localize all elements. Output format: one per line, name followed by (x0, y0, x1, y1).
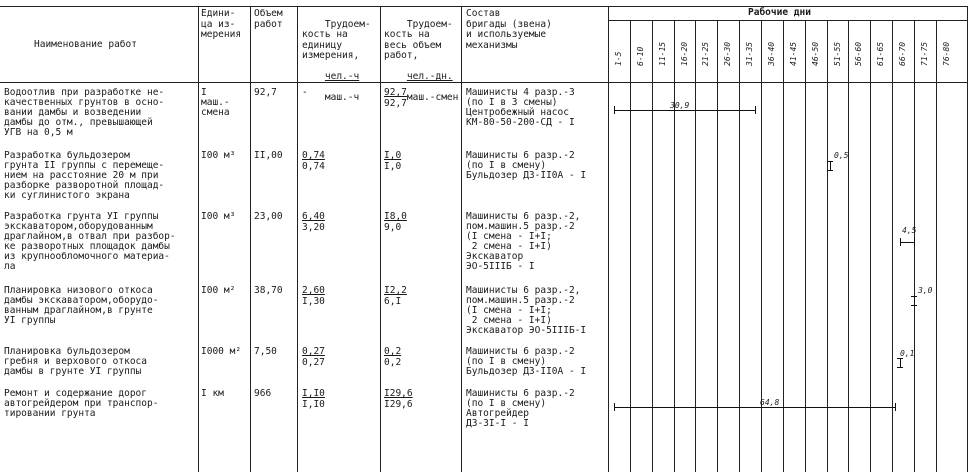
labor-unit-den: I,30 (302, 296, 325, 307)
header-labor-unit-den: маш.-ч (324, 92, 360, 103)
crew-value: Машинисты 6 разр.-2 (по I в смену) Бульдозер ДЗ-II0А - I (466, 150, 587, 181)
day-column-line (739, 20, 740, 472)
crew-value: Машинисты 4 разр.-3 (по I в 3 смены) Центробежный насос КМ-80-50-200-СД - I (466, 87, 575, 128)
header-work-name: Наименование работ (34, 39, 137, 50)
day-column-line (783, 20, 784, 472)
gantt-bar-cap (614, 403, 615, 411)
unit-value: I00 м² (201, 285, 236, 296)
col-divider-crew (461, 6, 462, 472)
unit-value: I00 м³ (201, 150, 236, 161)
day-column-line (717, 20, 718, 472)
volume-value: 23,00 (254, 211, 283, 222)
day-range-label: 11-15 (657, 41, 667, 66)
header-working-days: Рабочие дни (748, 7, 811, 18)
col-divider-unit (198, 6, 199, 472)
day-column-line (674, 20, 675, 472)
day-range-label: 16-20 (679, 41, 689, 66)
day-range-label: 76-80 (941, 41, 951, 66)
crew-value: Машинисты 6 разр.-2, пом.машин.5 разр.-2 (I смена - I+I; 2 смена - I+I) Экскаватор ЭО-5IIIБ-I (466, 285, 587, 336)
day-range-label: 6-10 (635, 46, 645, 66)
gantt-tick (830, 161, 831, 170)
day-range-label: 21-25 (701, 41, 711, 66)
day-column-line (892, 20, 893, 472)
table-right-border (967, 6, 968, 472)
col-divider-labor-unit (297, 6, 298, 472)
day-column-line (695, 20, 696, 472)
header-labor-unit-text: Трудоем- кость на единицу измерения, (302, 18, 371, 61)
header-volume: Объем работ (254, 8, 283, 30)
labor-total-den: 0,2 (384, 357, 402, 368)
gantt-bar (614, 407, 895, 408)
day-range-label: 1-5 (614, 51, 623, 66)
day-range-label: 41-45 (788, 41, 798, 66)
work-name: Планировка бульдозером гребня и верхового откоса дамбы в грунте УI группы (4, 346, 147, 377)
gantt-bar-cap (614, 106, 615, 114)
gantt-tick-top (911, 296, 917, 297)
gantt-tick-base (827, 170, 833, 171)
gantt-tick (914, 296, 915, 305)
volume-value: 7,50 (254, 346, 277, 357)
day-range-label: 26-30 (723, 41, 733, 66)
gantt-bar (614, 110, 755, 111)
unit-value: I км (201, 388, 224, 399)
labor-total-num: I2,2 (384, 285, 407, 296)
header-labor-unit-num: чел.-ч (324, 71, 360, 82)
gantt-duration-label: 64,8 (760, 398, 780, 407)
work-name: Ремонт и содержание дорог автогрейдером при транспор- тировании грунта (4, 388, 159, 419)
labor-unit-den: 0,27 (302, 357, 325, 368)
day-range-label: 56-60 (854, 41, 864, 66)
gantt-bar-cap (900, 238, 901, 246)
labor-total-num: 0,2 (384, 346, 402, 357)
labor-unit-num: 0,27 (302, 346, 325, 357)
labor-unit-den: I,I0 (302, 399, 325, 410)
gantt-tick-top (897, 358, 903, 359)
day-column-line (630, 20, 631, 472)
day-range-label: 31-35 (745, 41, 755, 66)
day-column-line (870, 20, 871, 472)
crew-value: Машинисты 6 разр.-2 (по I в смену) Автогрейдер ДЗ-3I-I - I (466, 388, 575, 429)
work-name: Разработка грунта УI группы экскаватором,оборудованным драглайном,в отвал при разбор- ке разворотных площадок дамбы из крупнообломочного материа- ла (4, 211, 176, 272)
gantt-bar (900, 242, 914, 243)
gantt-duration-label: 3,0 (918, 286, 933, 295)
header-unit: Едини- ца из- мерения (201, 8, 242, 40)
gantt-tick-top (827, 161, 833, 162)
labor-total-den: 92,7 (384, 98, 407, 109)
volume-value: 92,7 (254, 87, 277, 98)
work-name: Планировка низового откоса дамбы экскаватором,оборудо- ванным драглайном,в грунте УI группы (4, 285, 159, 326)
header-crew: Состав бригады (звена) и используемые механизмы (466, 8, 552, 51)
crew-value: Машинисты 6 разр.-2 (по I в смену) Бульдозер ДЗ-II0А - I (466, 346, 587, 377)
col-divider-days (608, 6, 609, 472)
work-name: Водоотлив при разработке не- качественных грунтов в осно- вании дамбы и возведении дамбы до отм., превышающей УГВ на 0,5 м (4, 87, 165, 138)
header-bottom-border (0, 82, 968, 83)
labor-unit-den: 0,74 (302, 161, 325, 172)
labor-unit-num: 0,74 (302, 150, 325, 161)
crew-value: Машинисты 6 разр.-2, пом.машин.5 разр.-2 (I смена - I+I; 2 смена - I+I) Экскаватор ЭО-5IIIБ - I (466, 211, 581, 272)
labor-unit-den: 3,20 (302, 222, 325, 233)
header-labor-total-text: Трудоем- кость на весь объем работ, (384, 18, 453, 61)
labor-total-den: I29,6 (384, 399, 413, 410)
gantt-duration-label: 30,9 (670, 101, 690, 110)
labor-unit-num: 6,40 (302, 211, 325, 222)
header-labor-unit (302, 9, 371, 114)
unit-value: I000 м² (201, 346, 242, 357)
day-column-line (805, 20, 806, 472)
gantt-duration-label: 4,5 (902, 226, 917, 235)
labor-total-den: I,0 (384, 161, 402, 172)
labor-total-num: I,0 (384, 150, 402, 161)
day-range-label: 71-75 (919, 41, 929, 66)
day-range-label: 61-65 (876, 41, 886, 66)
day-column-line (936, 20, 937, 472)
day-column-line (827, 20, 828, 472)
labor-unit-num: 2,60 (302, 285, 325, 296)
gantt-tick-base (897, 367, 903, 368)
gantt-tick-base (911, 305, 917, 306)
day-range-label: 51-55 (832, 41, 842, 66)
gantt-duration-label: 0,1 (900, 349, 915, 358)
labor-total-num: 92,7 (384, 87, 407, 98)
table-top-border (0, 6, 968, 7)
labor-total-den: 9,0 (384, 222, 402, 233)
header-labor-total-den: маш.-смен (406, 92, 459, 103)
day-range-label: 46-50 (810, 41, 820, 66)
day-column-line (848, 20, 849, 472)
day-range-label: 66-70 (898, 41, 908, 66)
col-divider-volume (250, 6, 251, 472)
day-column-line (652, 20, 653, 472)
labor-total-num: I8,0 (384, 211, 407, 222)
volume-value: 966 (254, 388, 272, 399)
day-range-label: 36-40 (766, 41, 776, 66)
header-labor-total-num: чел.-дн. (406, 71, 453, 82)
day-column-line (914, 20, 915, 472)
col-divider-labor-total (380, 6, 381, 472)
gantt-bar-cap (914, 238, 915, 246)
unit-value: I00 м³ (201, 211, 236, 222)
labor-total-num: I29,6 (384, 388, 413, 399)
labor-unit-num: - (302, 87, 308, 98)
labor-unit-num: I,I0 (302, 388, 325, 399)
gantt-duration-label: 0,5 (834, 151, 849, 160)
gantt-bar-cap (895, 403, 896, 411)
work-name: Разработка бульдозером грунта II группы с перемеще- нием на расстояние 20 м при разборке разворотной площад- ки суглинистого экрана (4, 150, 165, 201)
unit-value: I маш.- смена (201, 87, 230, 118)
gantt-tick (900, 358, 901, 367)
volume-value: II,00 (254, 150, 283, 161)
labor-total-den: 6,I (384, 296, 402, 307)
gantt-bar-cap (755, 106, 756, 114)
volume-value: 38,70 (254, 285, 283, 296)
